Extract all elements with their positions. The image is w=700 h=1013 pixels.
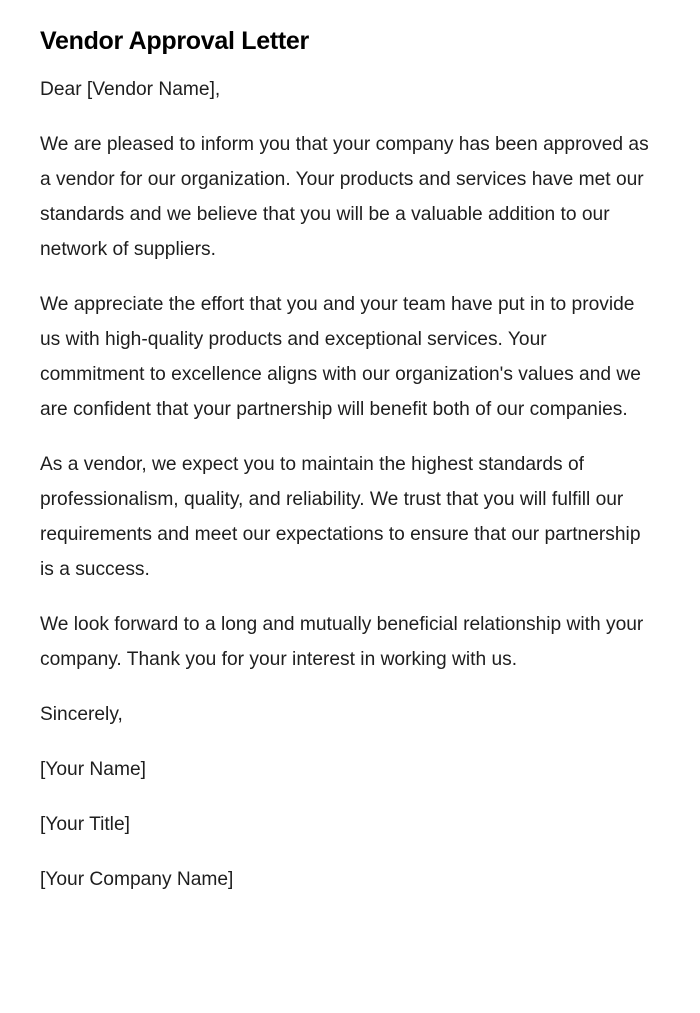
letter-document — [40, 24, 650, 917]
signature-name: [Your Name] — [40, 759, 146, 780]
paragraph-appreciation: We appreciate the effort that you and your team have put in to provide us with high-quality products and exceptional services. Your commitment to excellence aligns with our organization's values and we are confident that your partnership will benefit both of our companies. — [40, 294, 641, 420]
signature-title: [Your Title] — [40, 814, 130, 835]
closing: Sincerely, — [40, 704, 123, 725]
signature-company: [Your Company Name] — [40, 869, 234, 890]
paragraph-approval: We are pleased to inform you that your company has been approved as a vendor for our organization. Your products and services have met our standards and we believe that you will be a valuable addition to our network of suppliers. — [40, 134, 649, 260]
paragraph-expectations: As a vendor, we expect you to maintain the highest standards of professionalism, quality, and reliability. We trust that you will fulfill our requirements and meet our expectations to ensure that our partnership is a success. — [40, 454, 641, 580]
salutation: Dear [Vendor Name], — [40, 79, 221, 100]
letter-title: Vendor Approval Letter — [40, 27, 309, 55]
paragraph-closing-remarks: We look forward to a long and mutually beneficial relationship with your company. Thank you for your interest in working with us. — [40, 614, 644, 670]
